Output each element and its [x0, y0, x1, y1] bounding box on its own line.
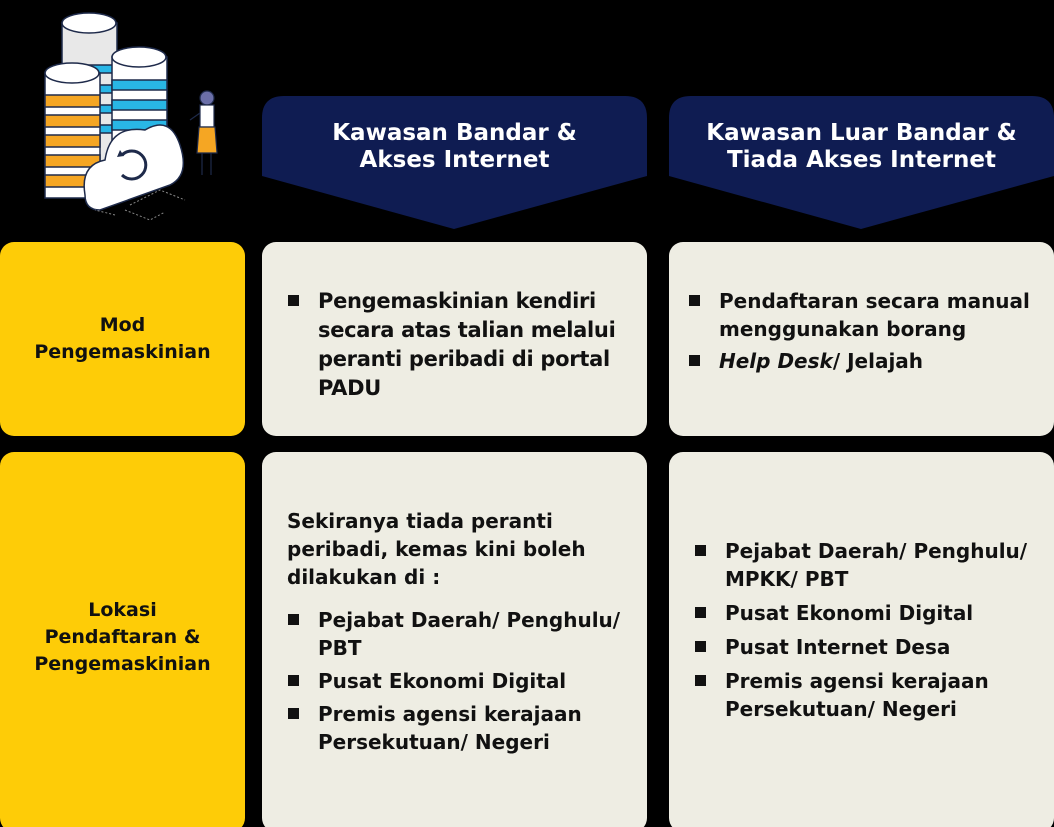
list-item: Premis agensi kerajaan Persekutuan/ Negeri: [318, 700, 643, 756]
list-item: Pejabat Daerah/ Penghulu/ PBT: [318, 606, 643, 662]
list-item: Pengemaskinian kendiri secara atas talian melalui peranti peribadi di portal PADU: [318, 287, 643, 403]
row-label-registration-location: [0, 452, 245, 827]
cell-rural-location: [669, 452, 1054, 827]
bullet-list: [719, 287, 1049, 379]
list-item: Pendaftaran secara manual menggunakan borang: [719, 287, 1049, 343]
row-label-line-1: Mod: [99, 314, 146, 336]
row-label-line-2: Pendaftaran &: [44, 625, 201, 648]
list-item: Pejabat Daerah/ Penghulu/ MPKK/ PBT: [725, 537, 1050, 593]
header-line-1: Kawasan Bandar &: [332, 120, 577, 146]
row-label-line-2: Pengemaskinian: [34, 341, 211, 363]
column-header-rural: [669, 96, 1054, 229]
list-item: Pusat Internet Desa: [725, 633, 1050, 661]
row-label-line-3: Pengemaskinian: [34, 652, 211, 675]
bullet-list: [318, 606, 643, 761]
list-item: Pusat Ekonomi Digital: [725, 599, 1050, 627]
cell-urban-location: [262, 452, 647, 827]
database-cloud-icon: [10, 5, 240, 230]
bullet-list: [725, 537, 1050, 729]
column-header-urban: [262, 96, 647, 229]
list-item: [719, 347, 1049, 375]
bullet-list: [318, 287, 643, 403]
cell-rural-update-mode: [669, 242, 1054, 436]
database-cloud-illustration: [10, 5, 240, 230]
header-line-1: Kawasan Luar Bandar &: [706, 120, 1017, 146]
header-line-2: Akses Internet: [359, 147, 550, 173]
list-item-text: / Jelajah: [832, 349, 924, 373]
cell-urban-update-mode: [262, 242, 647, 436]
list-item: Pusat Ekonomi Digital: [318, 667, 643, 695]
row-label-update-mode: [0, 242, 245, 436]
list-item: Premis agensi kerajaan Persekutuan/ Negeri: [725, 667, 1050, 723]
row-label-line-1: Lokasi: [88, 598, 157, 621]
list-item-italic: Help Desk: [719, 349, 833, 373]
header-line-2: Tiada Akses Internet: [726, 147, 996, 173]
intro-text: Sekiranya tiada peranti peribadi, kemas kini boleh dilakukan di :: [287, 509, 586, 589]
